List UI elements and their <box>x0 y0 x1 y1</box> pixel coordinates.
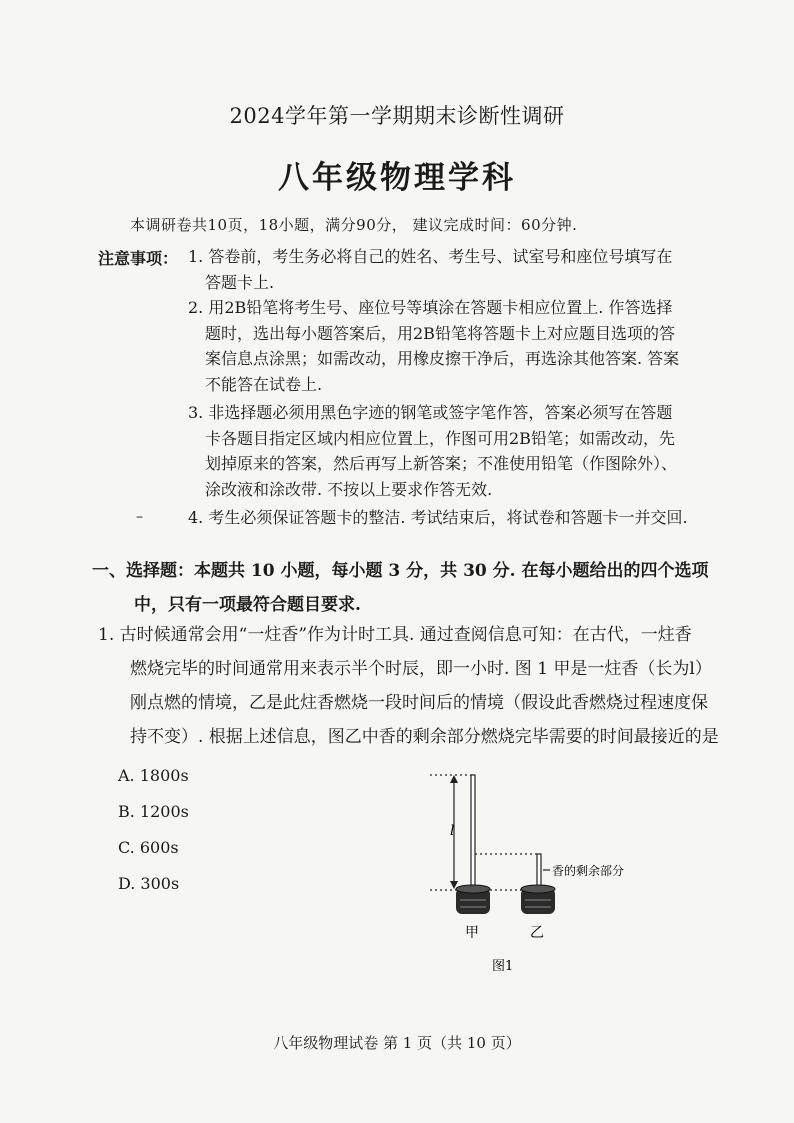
option-d: D. 300s <box>118 874 180 893</box>
option-b: B. 1200s <box>118 802 189 821</box>
exam-info: 本调研卷共10页，18小题，满分90分， 建议完成时间：60分钟. <box>130 216 578 234</box>
page-footer: 八年级物理试卷 第 1 页（共 10 页） <box>273 1034 521 1052</box>
exam-title: 2024学年第一学期期末诊断性调研 <box>229 104 565 128</box>
option-c: C. 600s <box>118 838 179 857</box>
subject-title: 八年级物理学科 <box>278 160 516 196</box>
question-1-line: 燃烧完毕的时间通常用来表示半个时辰，即一小时. 图 1 甲是一炷香（长为l） <box>130 659 712 679</box>
length-label: l <box>450 823 455 839</box>
arrow-head-up <box>450 775 458 783</box>
stray-dash: – <box>136 509 143 525</box>
note-item-1: 1. 答卷前，考生务必将自己的姓名、考生号、试室号和座位号填写在 答题卡上. <box>188 247 673 292</box>
note-item-3: 3. 非选择题必须用黑色字迹的钢笔或签字笔作答，答案必须写在答题 卡各题目指定区域内相应位置上，作图可用2B铅笔；如需改动，先 划掉原来的答案，然后再写上新答案；不准使用铅笔（作图除外）、 涂改液和涂改带. 不按以上要求作答无效. <box>188 403 678 499</box>
label-jia: 甲 <box>465 925 479 941</box>
question-1 <box>98 618 738 754</box>
note-item-4: 4. 考生必须保证答题卡的整洁. 考试结束后，将试卷和答题卡一并交回. <box>188 508 688 527</box>
notes-label: 注意事项： <box>98 249 179 268</box>
section-heading: 一、选择题：本题共 10 小题，每小题 3 分，共 30 分. 在每小题给出的四个选项 中，只有一项最符合题目要求. <box>92 561 709 615</box>
question-1-line: 1. 古时候通常会用“一炷香”作为计时工具. 通过查阅信息可知：在古代，一炷香 <box>98 625 692 645</box>
incense-full <box>471 775 475 890</box>
figure-1-incense <box>420 765 660 985</box>
question-1-line: 刚点燃的情境，乙是此炷香燃烧一段时间后的情境（假设此香燃烧过程速度保 <box>130 693 708 713</box>
question-1-line: 持不变）. 根据上述信息，图乙中香的剩余部分燃烧完毕需要的时间最接近的是 <box>130 727 719 747</box>
remaining-label: 香的剩余部分 <box>552 864 625 878</box>
note-item-2: 2. 用2B铅笔将考生号、座位号等填涂在答题卡相应位置上. 作答选择 题时，选出每小题答案后，用2B铅笔将答题卡上对应题目选项的答 案信息点涂黑；如需改动，用橡皮擦干净后，再选涂其他答案. 答案 不能答在试卷上. <box>188 298 680 394</box>
option-a: A. 1800s <box>118 766 189 785</box>
label-yi: 乙 <box>530 925 544 941</box>
figure-caption: 图1 <box>492 959 514 974</box>
